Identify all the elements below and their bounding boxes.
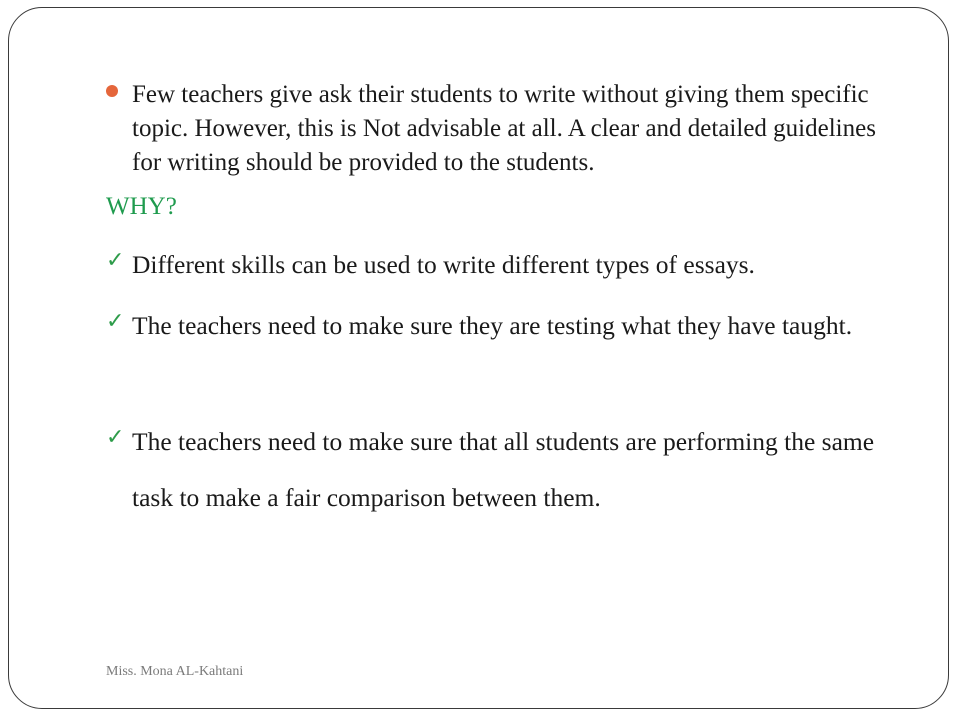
checklist-item: The teachers need to make sure they are testing what they have taught. xyxy=(132,311,853,340)
intro-paragraph: Few teachers give ask their students to write without giving them specific topic. However, this is Not advisable at all. A clear and detailed guidelines for writing should be provided to the students. xyxy=(132,81,876,176)
why-label: WHY? xyxy=(106,193,177,220)
checkmark-icon: ✓ xyxy=(106,425,125,450)
footer-author: Miss. Mona AL-Kahtani xyxy=(106,664,244,679)
round-bullet-icon xyxy=(106,85,118,97)
checklist-item: The teachers need to make sure that all students are performing the same task to make a fair comparison between them. xyxy=(132,427,875,512)
checkmark-icon: ✓ xyxy=(106,248,125,273)
checklist-item: Different skills can be used to write different types of essays. xyxy=(132,250,755,279)
checkmark-icon: ✓ xyxy=(106,309,125,334)
